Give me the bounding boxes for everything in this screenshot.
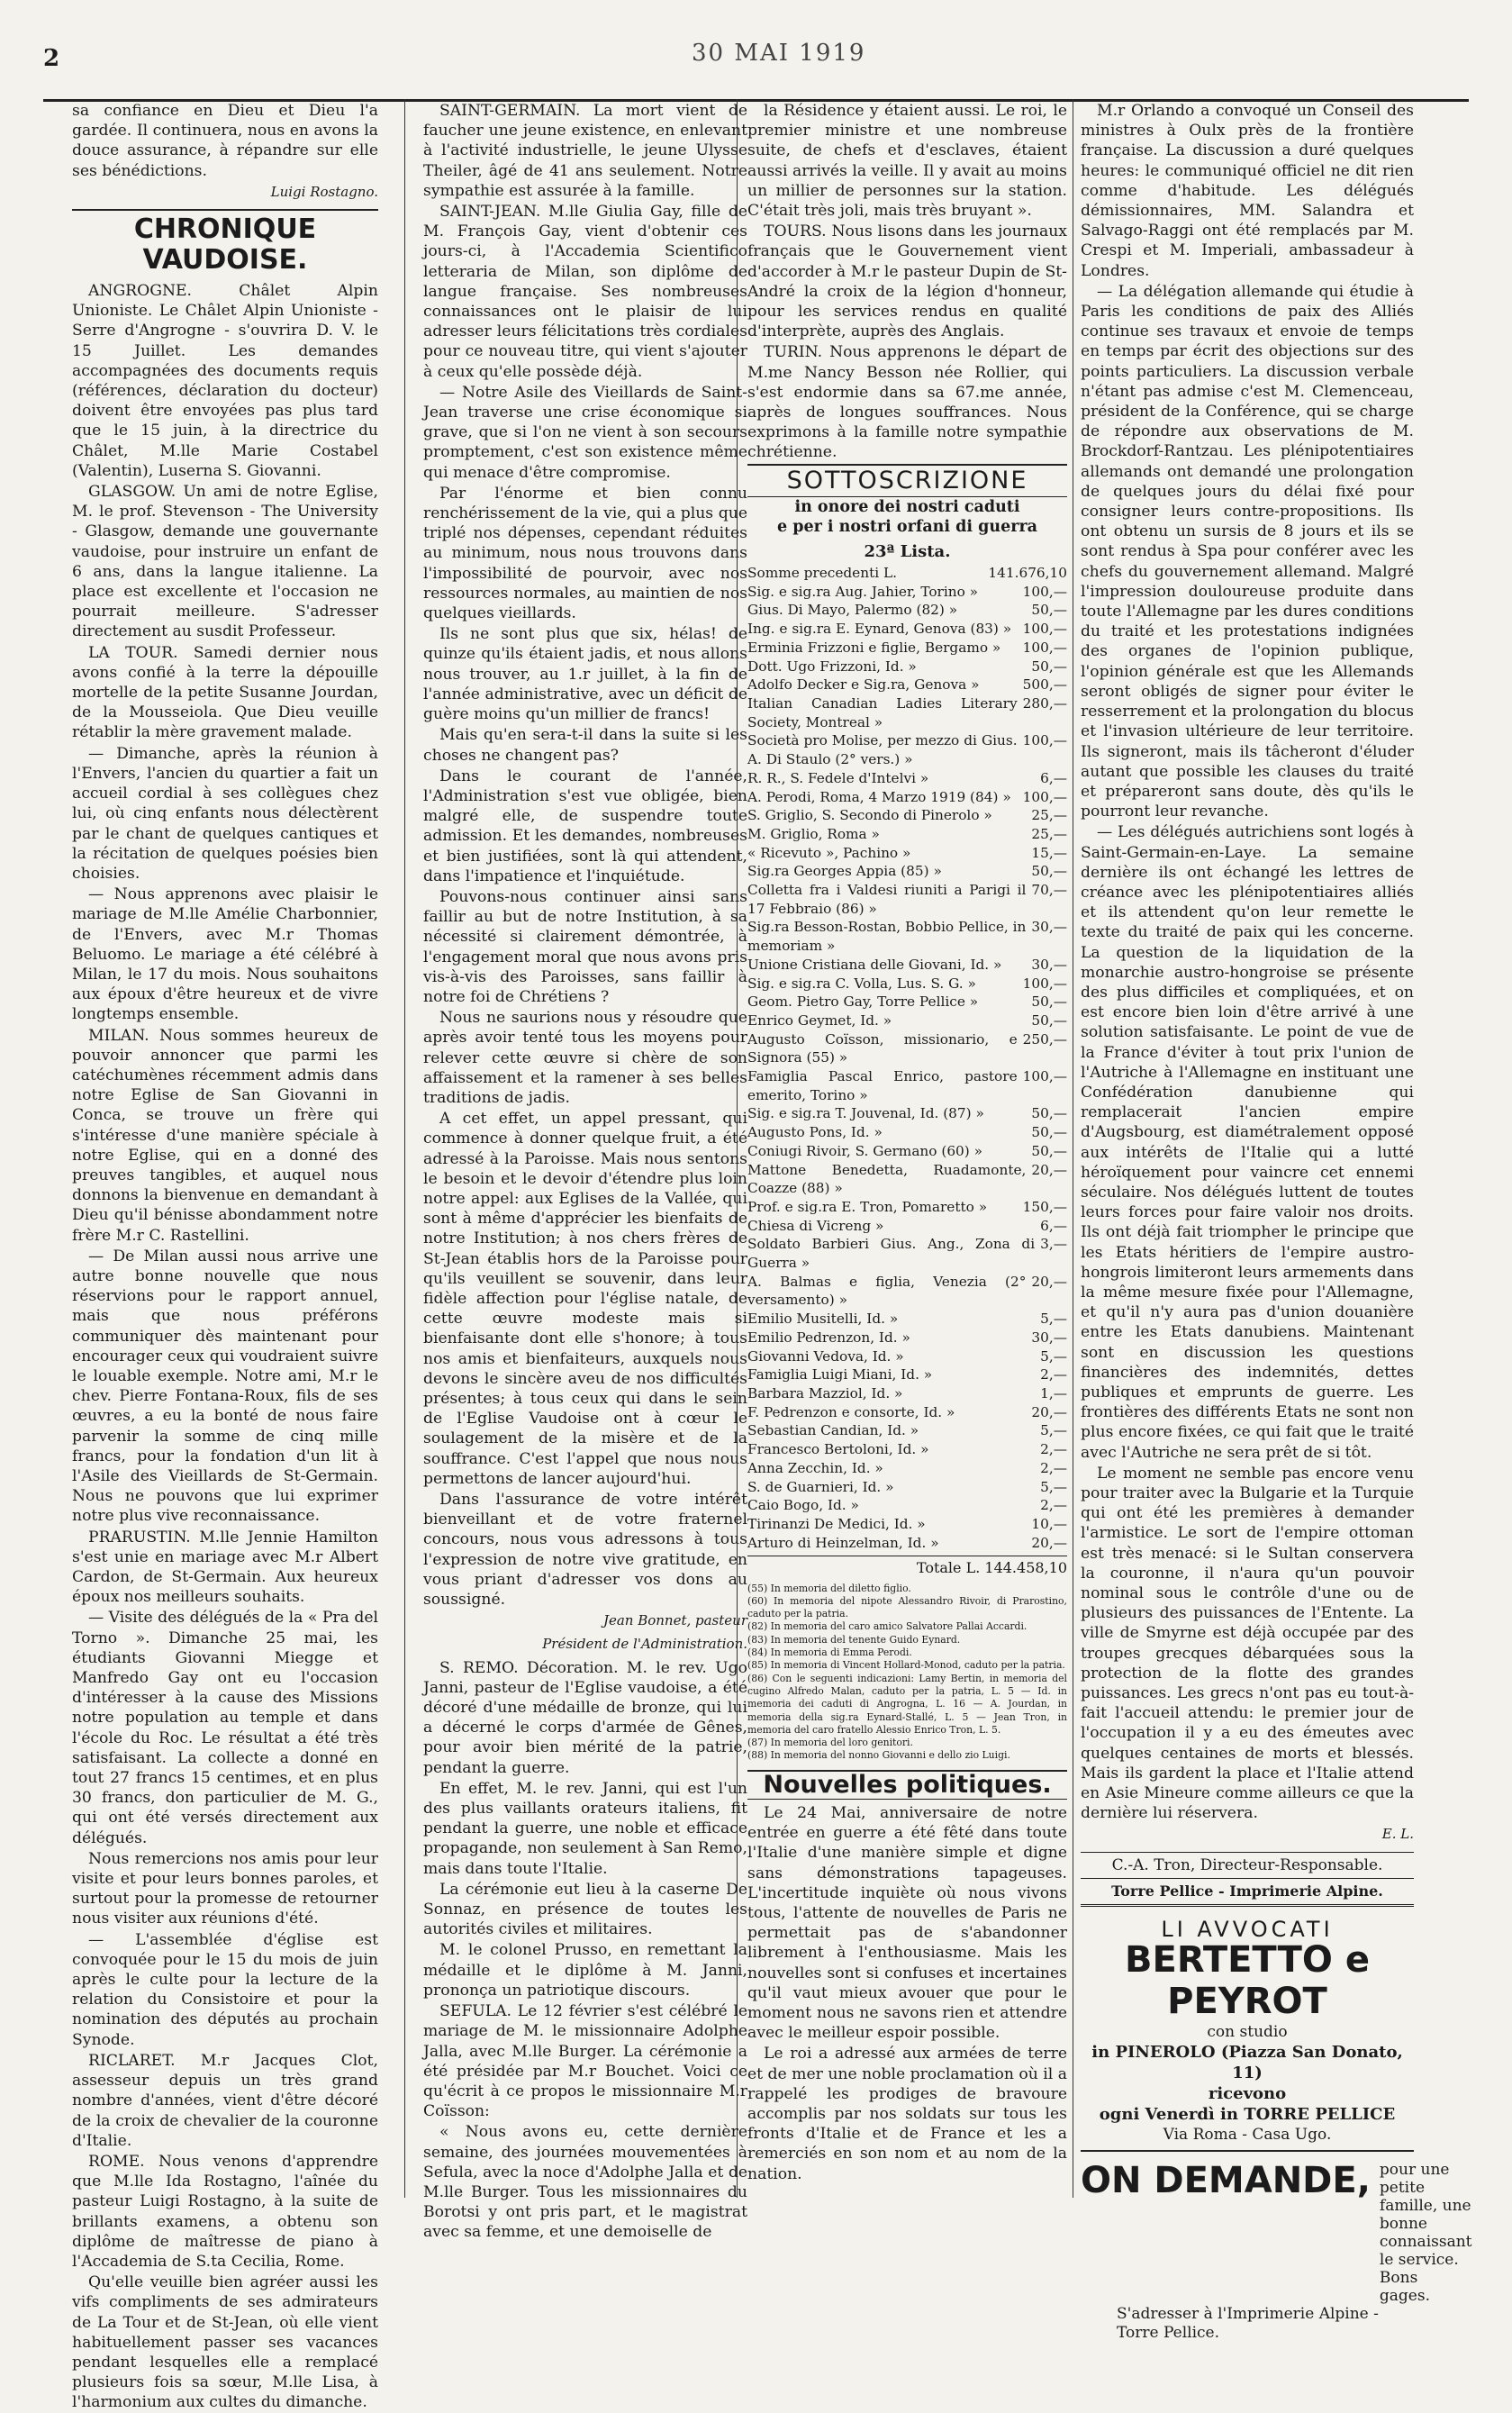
article-paragraph: GLASGOW. Un ami de notre Eglise, M. le prof. Stevenson - The University - Glasgow, demande une gouvernante vaudoise, pour instruire un enfant de 6 ans, dans la langue italienne. La place est excellente et l'occasion ne pourrait meilleure. S'adresser directement au susdit Professeur. bbox=[72, 483, 378, 641]
donation-amount: 70,— bbox=[1031, 882, 1067, 899]
footnote: (55) In memoria del diletto figlio. bbox=[747, 1582, 911, 1594]
donor-name: Gius. Di Mayo, Palermo (82) » bbox=[747, 602, 958, 619]
donation-row bbox=[747, 844, 1067, 863]
donor-name: Dott. Ugo Frizzoni, Id. » bbox=[747, 658, 917, 675]
article-paragraph: A cet effet, un appel pressant, qui commence à donner quelque fruit, a été adressé à la Paroisse. Mais nous sentons le besoin et le devoir d'étendre plus loin notre appel: aux Eglises de la Vallée, qui sont à même d'apprécier les bienfaits de notre Institution; à nos chers frères de St-Jean établis hors de la Paroisse pour qu'ils veuillent se souvenir, dans leur fidèle affection pour l'église natale, de cette œuvre modeste mais si bienfaisante dont elle s'honore; à tous nos amis et bienfaiteurs, auxquels nous devons le sincère aveu de nos difficultés présentes; à tous ceux qui dans le sein de l'Eglise Vaudoise ont à cœur le soulagement de la misère et de la souffrance. C'est l'appel que nous nous permettons de lancer aujourd'hui. bbox=[423, 1110, 747, 1488]
donation-row bbox=[747, 1534, 1067, 1553]
donation-row bbox=[747, 1421, 1067, 1440]
article-paragraph: — De Milan aussi nous arrive une autre bonne nouvelle que nous réservions pour le rapport annuel, mais que nous préférons communiquer dès maintenant pour encourager ceux qui voudraient suivre le louable exemple. Notre ami, M.r le chev. Pierre Fontana-Roux, fils de ses œuvres, a eu la bonté de nous faire parvenir la somme de cinq mille francs, pour la fondation d'un lit à l'Asile des Vieillards de St-Germain. Nous ne pouvons que lui exprimer notre plus vive reconnaissance. bbox=[72, 1247, 378, 1526]
donor-name: Barbara Mazziol, Id. » bbox=[747, 1385, 903, 1402]
donor-name: Enrico Geymet, Id. » bbox=[747, 1011, 892, 1029]
donor-name: Sig. e sig.ra T. Jouvenal, Id. (87) » bbox=[747, 1105, 984, 1122]
donation-row bbox=[747, 1030, 1067, 1067]
subscription-title: SOTTOSCRIZIONE bbox=[747, 464, 1067, 497]
advertisement-demande bbox=[1081, 2160, 1472, 2306]
donation-row bbox=[747, 769, 1067, 788]
article-paragraph: Par l'énorme et bien connu renchérissement de la vie, qui a plus que triplé nos dépenses, cependant réduites au minimum, nous nous trouvons dans l'impossibilité de pourvoir, avec nos ressources normales, au maintien de nos quelques vieillards. bbox=[423, 484, 747, 623]
ad-line: ricevono bbox=[1208, 2084, 1287, 2104]
donation-amount: 141.676,10 bbox=[988, 565, 1067, 582]
article-paragraph: S. REMO. Décoration. M. le rev. Ugo Janni, pasteur de l'Eglise vaudoise, a été décoré d'une médaille de bronze, qui lui a décerné le corps d'armée de Gênes, pour avoir bien mérité de la patrie, pendant la guerre. bbox=[423, 1658, 747, 1777]
donation-row bbox=[747, 806, 1067, 825]
article-paragraph: Dans l'assurance de votre intérêt bienveillant et de votre fraternel concours, nous vous adressons à tous l'expression de notre vive gratitude, en vous priant d'adresser vos dons au soussigné. bbox=[423, 1491, 747, 1610]
article-paragraph: ROME. Nous venons d'apprendre que M.lle Ida Rostagno, l'aînée du pasteur Luigi Rostagno, à la suite de brillants examens, a obtenu son diplôme de maîtresse de piano à l'Accademia de S.ta Cecilia, Rome. bbox=[72, 2152, 378, 2271]
donor-name: Anna Zecchin, Id. » bbox=[747, 1459, 883, 1476]
donation-amount: 25,— bbox=[1031, 825, 1067, 842]
ad-line: Via Roma - Casa Ugo. bbox=[1163, 2126, 1332, 2145]
article-paragraph: — La délégation allemande qui étudie à Paris les conditions de paix des Alliés continue ses travaux et envoie de temps en temps par écrit des objections sur des points particuliers. La discussion verbale n'étant pas admise c'est M. Clemenceau, président de la Conférence, qui se charge de répondre aux observations de M. Brockdorf-Rantzau. Les plénipotentiaires allemands ont demandé une prolongation de quelques jours du délai fixé pour consigner leurs contre-propositions. Ils ont obtenu un sursis de 8 jours et ils se sont rendus à Spa pour conférer avec les chefs du gouvernement allemand. Malgré l'impression douloureuse produite dans toute l'Allemagne par les dures conditions du traité et les protestations indignées des organes de l'opinion publique, l'opinion générale est que les Allemands seront obligés de signer pour éviter le resserrement et la prolongation du blocus et l'invasion ultérieure de leur territoire. Ils signeront, mais ils tâcheront d'éluder autant que possible les clauses du traité et prépareront sans doute, dès qu'ils le pourront leur revanche. bbox=[1081, 282, 1414, 821]
donation-amount: 2,— bbox=[1040, 1441, 1067, 1458]
donor-name: Emilio Musitelli, Id. » bbox=[747, 1311, 899, 1328]
ad-text: pour une petite famille, une bonne connaissant le service. Bons gages. bbox=[1379, 2161, 1472, 2306]
column-4 bbox=[1081, 101, 1472, 2343]
donation-amount: 5,— bbox=[1040, 1478, 1067, 1495]
donation-amount: 500,— bbox=[1022, 676, 1067, 694]
article-paragraph: Nous remercions nos amis pour leur visite et pour leurs bonnes paroles, et surtout pour la promesse de retourner nous visiter aux réunions d'été. bbox=[72, 1849, 378, 1928]
donor-name: Somme precedenti L. bbox=[747, 565, 898, 582]
ad-line: ogni Venerdì in TORRE PELLICE bbox=[1099, 2105, 1396, 2125]
donor-name: Sig.ra Besson-Rostan, Bobbio Pellice, in memoriam » bbox=[747, 919, 1027, 955]
donation-row bbox=[747, 639, 1067, 658]
donation-amount: 6,— bbox=[1040, 769, 1067, 786]
donation-row bbox=[747, 1161, 1067, 1198]
donation-amount: 2,— bbox=[1040, 1497, 1067, 1514]
donation-amount: 5,— bbox=[1040, 1311, 1067, 1328]
donation-row bbox=[747, 658, 1067, 676]
donation-row bbox=[747, 1440, 1067, 1459]
article-paragraph: — Dimanche, après la réunion à l'Envers, l'ancien du quartier a fait un accueil cordial à ses collègues chez lui, où cinq enfants nous délectèrent par le chant de quelques cantiques et la récitation de quelques poésies bien choisies. bbox=[72, 744, 378, 883]
article-paragraph: Nous ne saurions nous y résoudre que après avoir tenté tous les moyens pour relever cette œuvre si chère de son affaissement et la ramener à ses belles traditions de jadis. bbox=[423, 1009, 747, 1107]
donor-name: Arturo di Heinzelman, Id. » bbox=[747, 1534, 939, 1551]
donation-row bbox=[747, 1011, 1067, 1030]
subscription-subtitle: in onore dei nostri caduti bbox=[794, 497, 1020, 516]
donation-row bbox=[747, 1347, 1067, 1366]
donation-row bbox=[747, 676, 1067, 694]
donation-row bbox=[747, 1384, 1067, 1403]
ad-line: con studio bbox=[1207, 2023, 1288, 2042]
donation-amount: 15,— bbox=[1031, 844, 1067, 861]
donation-amount: 1,— bbox=[1040, 1385, 1067, 1402]
donor-name: Caio Bogo, Id. » bbox=[747, 1497, 859, 1514]
article-paragraph: SEFULA. Le 12 février s'est célébré le mariage de M. le missionnaire Adolphe Jalla, avec M.lle Burger. La cérémonie a été présidée par M.r Bouchet. Voici ce qu'écrit à ce propos le missionnaire M.r Coïsson: bbox=[423, 2002, 747, 2121]
donor-name: M. Griglio, Roma » bbox=[747, 825, 880, 842]
donation-amount: 50,— bbox=[1031, 993, 1067, 1011]
article-paragraph: PRARUSTIN. M.lle Jennie Hamilton s'est unie en mariage avec M.r Albert Cardon, de St-Germain. Aux heureux époux nos meilleurs souhaits. bbox=[72, 1528, 378, 1607]
donation-amount: 2,— bbox=[1040, 1459, 1067, 1476]
donation-row bbox=[747, 1217, 1067, 1236]
director-line: C.-A. Tron, Directeur-Responsable. bbox=[1081, 1852, 1414, 1879]
donation-amount: 100,— bbox=[1022, 1068, 1067, 1085]
donation-amount: 150,— bbox=[1022, 1198, 1067, 1215]
footnote: (86) Con le seguenti indicazioni: Lamy Bertin, in memoria del cugino Alfredo Malan, caduto per la patria, L. 5 — Id. in memoria dei caduti di Angrogna, L. 16 — A. Jourdan, in memoria della sig.ra Eynard-Stallé, L. 5 — Jean Tron, in memoria del caro fratello Alessio Enrico Tron, L. 5. bbox=[747, 1672, 1067, 1736]
article-paragraph: RICLARET. M.r Jacques Clot, assesseur depuis un très grand nombre d'années, vient d'être décoré de la croix de chevalier de la couronne d'Italie. bbox=[72, 2051, 378, 2150]
article-paragraph: « Nous avons eu, cette dernière semaine, des journées mouvementées à Sefula, avec la noce d'Adolphe Jalla et de M.lle Burger. Tous les missionnaires du Borotsi y ont pris part, et le magistrat avec sa femme, et une demoiselle de bbox=[423, 2123, 747, 2242]
donation-row bbox=[747, 881, 1067, 918]
donation-amount: 50,— bbox=[1031, 1142, 1067, 1159]
ad-heading: ON DEMANDE, bbox=[1081, 2160, 1371, 2202]
donor-name: A. Perodi, Roma, 4 Marzo 1919 (84) » bbox=[747, 788, 1011, 805]
article-paragraph: — Notre Asile des Vieillards de Saint-Jean traverse une crise économique si grave, que si l'on ne vient à son secours promptement, c'est son existence même qui menace d'être compromise. bbox=[423, 383, 747, 482]
article-paragraph: Le moment ne semble pas encore venu pour traiter avec la Bulgarie et la Turquie qui ont été les premières à demander l'armistice. Le sort de l'empire ottoman est très menacé: si le Sultan conservera la couronne, il n'aura qu'un pouvoir nominal sous le contrôle d'une ou de plusieurs des puissances de l'Entente. La ville de Smyrne est déjà occupée par des troupes grecques débarquées sous la protection de la flotte des grandes puissances. Les grecs n'ont pas eu tout-à-fait l'accueil attendu: le premier jour de l'occupation il y a eu des émeutes avec quelques centaines de morts et blessés. Mais ils gardent la place et l'Italie attend en Asie Mineure comme ailleurs ce que la dernière lui réservera. bbox=[1081, 1464, 1414, 1823]
donation-amount: 250,— bbox=[1022, 1030, 1067, 1048]
donor-name: Ing. e sig.ra E. Eynard, Genova (83) » bbox=[747, 621, 1012, 638]
donation-amount: 30,— bbox=[1031, 919, 1067, 936]
donor-name: Sebastian Candian, Id. » bbox=[747, 1422, 919, 1439]
donor-name: Sig. e sig.ra C. Volla, Lus. S. G. » bbox=[747, 975, 976, 992]
donation-row bbox=[747, 1067, 1067, 1104]
article-paragraph: — Visite des délégués de la « Pra del Torno ». Dimanche 25 mai, les étudiants Giovanni Miegge et Manfredo Gay ont eu l'occasion d'intéresser à la cause des Missions notre population au temple et dans l'école du Roc. Le résultat a été très satisfaisant. La collecte a donné en tout 27 francs 15 centimes, et en plus 30 francs, don particulier de M. G., qui ont été versés directement aux délégués. bbox=[72, 1609, 378, 1847]
donation-amount: 100,— bbox=[1022, 583, 1067, 600]
donation-row bbox=[747, 1310, 1067, 1329]
donation-row bbox=[747, 620, 1067, 639]
signature: Luigi Rostagno. bbox=[270, 183, 378, 200]
donation-row bbox=[747, 993, 1067, 1011]
donation-amount: 100,— bbox=[1022, 788, 1067, 805]
donor-name: Francesco Bertoloni, Id. » bbox=[747, 1441, 929, 1458]
donor-name: « Ricevuto », Pachino » bbox=[747, 844, 911, 861]
footnote: (60) In memoria del nipote Alessandro Rivoir, di Prarostino, caduto per la patria. bbox=[747, 1594, 1067, 1620]
article-paragraph: M.r Orlando a convoqué un Conseil des ministres à Oulx près de la frontière française. La discussion a duré quelques heures: le communiqué officiel ne dit rien comme d'habitude. Les délégués démissionnaires, MM. Salandra et Salvago-Raggi ont été remplacés par M. Crespi et M. Imperiali, ambassadeur à Londres. bbox=[1081, 102, 1414, 280]
donor-name: Famiglia Luigi Miani, Id. » bbox=[747, 1366, 933, 1383]
donation-amount: 30,— bbox=[1031, 1329, 1067, 1346]
donation-row bbox=[747, 1329, 1067, 1347]
donation-amount: 50,— bbox=[1031, 1105, 1067, 1122]
footnote: (82) In memoria del caro amico Salvatore Pallai Accardi. bbox=[747, 1620, 1028, 1633]
article-paragraph: — Nous apprenons avec plaisir le mariage de M.lle Amélie Charbonnier, de l'Envers, avec M.r Thomas Beluomo. Le mariage a été célébré à Milan, le 17 du mois. Nous souhaitons aux époux d'être heureux et de vivre longtemps ensemble. bbox=[72, 885, 378, 1024]
donor-name: Unione Cristiana delle Giovani, Id. » bbox=[747, 956, 1002, 973]
article-paragraph: LA TOUR. Samedi dernier nous avons confié à la terre la dépouille mortelle de la petite Susanne Jourdan, de la Mousseiola. Que Dieu veuille rétablir la mère gravement malade. bbox=[72, 643, 378, 742]
donor-name: Giovanni Vedova, Id. » bbox=[747, 1347, 904, 1365]
donation-row bbox=[747, 1198, 1067, 1217]
donation-amount: 10,— bbox=[1031, 1515, 1067, 1532]
signature: Jean Bonnet, pasteur bbox=[602, 1612, 747, 1629]
donation-amount: 20,— bbox=[1031, 1403, 1067, 1420]
donation-row bbox=[747, 788, 1067, 807]
donation-row bbox=[747, 1403, 1067, 1422]
article-paragraph: MILAN. Nous sommes heureux de pouvoir annoncer que parmi les catéchumènes récemment admis dans notre Eglise de San Giovanni in Conca, se trouve un frère qui s'intéresse d'une manière spéciale à notre Eglise, qui en a donné des preuves tangibles, et auquel nous donnons la bienvenue en demandant à Dieu qu'il bénisse abondamment notre frère M.r C. Rastellini. bbox=[72, 1026, 378, 1245]
donor-name: Italian Canadian Ladies Literary Society, Montreal » bbox=[747, 694, 1018, 730]
donation-amount: 5,— bbox=[1040, 1422, 1067, 1439]
column-3 bbox=[747, 101, 1067, 2198]
donation-row bbox=[747, 1123, 1067, 1142]
donor-name: S. de Guarnieri, Id. » bbox=[747, 1478, 894, 1495]
footnote: (87) In memoria del loro genitori. bbox=[747, 1737, 913, 1749]
donor-name: Società pro Molise, per mezzo di Gius. A. Di Staulo (2° vers.) » bbox=[747, 732, 1018, 768]
article-paragraph: Ils ne sont plus que six, hélas! de quinze qu'ils étaient jadis, et nous allons nous trouver, au 1.r juillet, à la fin de l'année administrative, avec un déficit de guère moins qu'un millier de francs! bbox=[423, 625, 747, 724]
donor-name: Augusto Pons, Id. » bbox=[747, 1124, 883, 1141]
article-paragraph: TURIN. Nous apprenons le départ de M.me Nancy Besson née Rollier, qui s'est endormie dans sa 67.me année, après de longues souffrances. Nous exprimons à la famille notre sympathie chrétienne. bbox=[747, 343, 1067, 462]
ad-contact: S'adresser à l'Imprimerie Alpine - Torre Pellice. bbox=[1117, 2305, 1379, 2343]
donation-row bbox=[747, 694, 1067, 731]
donation-row bbox=[747, 1273, 1067, 1310]
advertisement-lawyers bbox=[1081, 1907, 1414, 2152]
donation-row bbox=[747, 1496, 1067, 1515]
donor-name: Famiglia Pascal Enrico, pastore emerito, Torino » bbox=[747, 1068, 1018, 1103]
article-paragraph: Qu'elle veuille bien agréer aussi les vifs compliments de ses admirateurs de La Tour et de St-Jean, où elle vient habituellement passer ses vacances pendant lesquelles elle a remplacé plusieurs fois sa sœur, M.lle Lisa, à l'harmonium aux cultes du dimanche. bbox=[72, 2273, 378, 2412]
donation-amount: 50,— bbox=[1031, 1011, 1067, 1029]
donation-amount: 100,— bbox=[1022, 975, 1067, 992]
article-paragraph: — Les délégués autrichiens sont logés à Saint-Germain-en-Laye. La semaine dernière ils ont échangé les lettres de créance avec les plénipotentiaires alliés et ils attendent qu'on leur remette le texte du traité de paix qui les concerne. La question de la liquidation de la monarchie austro-hongroise se présente des plus difficiles et compliquées, et on est encore bien loin d'être arrivé à une solution satisfaisante. Le point de vue de la France d'éviter à tout prix l'union de l'Autriche à l'Allemagne en instituant une Confédération danubienne qui remplacerait l'ancien empire d'Augsbourg, est diamétralement opposé aux intérêts de l'Italie qui a lutté héroïquement pour vaincre cet ennemi séculaire. Nos délégués luttent de toutes leurs forces pour faire valoir nos droits. Ils ont déjà fait triompher le principe que les Etats héritiers de l'empire austro-hongrois limiteront leurs armements dans la même mesure fixée pour l'Allemagne, et qu'il n'y aura pas d'union douanière entre les Etats danubiens. Maintenant sont en discussion les questions financières des indemnités, dettes publiques et emprunts de guerre. Les frontières des différents Etats ne sont non plus encore fixées, ce qui fait que le traité avec l'Autriche ne sera prêt de si tôt. bbox=[1081, 823, 1414, 1462]
donor-name: Augusto Coïsson, missionario, e Signora (55) » bbox=[747, 1030, 1018, 1066]
donation-amount: 50,— bbox=[1031, 658, 1067, 675]
donation-row bbox=[747, 956, 1067, 975]
donation-amount: 100,— bbox=[1022, 621, 1067, 638]
donation-amount: 50,— bbox=[1031, 1124, 1067, 1141]
donation-row bbox=[747, 564, 1067, 583]
donor-name: R. R., S. Fedele d'Intelvi » bbox=[747, 769, 929, 786]
list-title: 23ª Lista. bbox=[864, 541, 951, 561]
footnote: (84) In memoria di Emma Perodi. bbox=[747, 1646, 912, 1659]
donor-name: S. Griglio, S. Secondo di Pinerolo » bbox=[747, 807, 992, 824]
donation-amount: 20,— bbox=[1031, 1161, 1067, 1178]
article-paragraph: La cérémonie eut lieu à la caserne De Sonnaz, en présence de toutes les autorités civiles et militaires. bbox=[423, 1880, 747, 1939]
article-paragraph: — L'assemblée d'église est convoquée pour le 15 du mois de juin après le culte pour la lecture de la relation du Consistoire et pour la nomination des députés au prochain Synode. bbox=[72, 1930, 378, 2049]
article-paragraph: la Résidence y étaient aussi. Le roi, le premier ministre et une nombreuse suite, de chefs et d'esclaves, étaient aussi arrivés la veille. Il y avait au moins un millier de personnes sur la station. C'était très joli, mais très bruyant ». bbox=[747, 102, 1067, 221]
donor-name: Tirinanzi De Medici, Id. » bbox=[747, 1515, 926, 1532]
article-paragraph: Dans le courant de l'année, l'Administration s'est vue obligée, bien malgré elle, de suspendre toute admission. Et les demandes, nombreuses et bien justifiées, sont là qui attendent, dans l'impatience et l'inquiétude. bbox=[423, 767, 747, 885]
column-1 bbox=[72, 101, 378, 2412]
donation-amount: 20,— bbox=[1031, 1534, 1067, 1551]
donation-row bbox=[747, 1142, 1067, 1161]
donation-total: Totale L. 144.458,10 bbox=[747, 1556, 1067, 1578]
donation-row bbox=[747, 1365, 1067, 1384]
column-2 bbox=[423, 101, 747, 2242]
donation-amount: 6,— bbox=[1040, 1217, 1067, 1234]
article-paragraph: ANGROGNE. Châlet Alpin Unioniste. Le Châlet Alpin Unioniste - Serre d'Angrogne - s'ouvrira D. V. le 15 Juillet. Les demandes accompagnées des documents requis (références, déclaration du docteur) doivent être envoyées pas plus tard que le 15 juin, à la directrice du Châlet, M.lle Marie Costabel (Valentin), Luserna S. Giovanni. bbox=[72, 282, 378, 480]
section-title: Nouvelles politiques. bbox=[747, 1770, 1067, 1800]
footnote: (85) In memoria di Vincent Hollard-Monod, caduto per la patria. bbox=[747, 1659, 1065, 1672]
article-paragraph: Le 24 Mai, anniversaire de notre entrée en guerre a été fêté dans toute l'Italie d'une manière simple et digne sans démonstrations tapageuses. L'incertitude inquiète où nous vivons tous, l'attente de nouvelles de Paris ne permettait pas de s'abandonner librement à l'enthousiasme. Mais les nouvelles sont si confuses et incertaines qu'il vaut mieux avouer que pour le moment nous ne savons rien et attendre avec le meilleur espoir possible. bbox=[747, 1803, 1067, 2043]
donation-amount: 3,— bbox=[1040, 1236, 1067, 1253]
donation-amount: 30,— bbox=[1031, 956, 1067, 973]
signature: E. L. bbox=[1381, 1826, 1414, 1843]
donation-list bbox=[747, 564, 1067, 1552]
donation-amount: 2,— bbox=[1040, 1366, 1067, 1383]
donation-row bbox=[747, 583, 1067, 602]
donation-amount: 25,— bbox=[1031, 807, 1067, 824]
donor-name: Chiesa di Vicreng » bbox=[747, 1217, 884, 1234]
donation-row bbox=[747, 862, 1067, 881]
donor-name: Coniugi Rivoir, S. Germano (60) » bbox=[747, 1142, 982, 1159]
donor-name: Adolfo Decker e Sig.ra, Genova » bbox=[747, 676, 980, 694]
ad-firm-name: BERTETTO e PEYROT bbox=[1125, 1939, 1370, 2023]
donor-name: Geom. Pietro Gay, Torre Pellice » bbox=[747, 993, 979, 1011]
donation-row bbox=[747, 601, 1067, 620]
article-paragraph: TOURS. Nous lisons dans les journaux français que le Gouvernement vient d'accorder à M.r le pasteur Dupin de St-André la croix de la légion d'honneur, pour les services rendus en qualité d'interprète, auprès des Anglais. bbox=[747, 222, 1067, 341]
donation-row bbox=[747, 1235, 1067, 1272]
donation-amount: 50,— bbox=[1031, 602, 1067, 619]
donation-row bbox=[747, 1459, 1067, 1478]
donation-row bbox=[747, 1515, 1067, 1534]
donation-row bbox=[747, 918, 1067, 955]
page-header bbox=[43, 36, 1469, 102]
article-paragraph: Pouvons-nous continuer ainsi sans faillir au but de notre Institution, à sa nécessité si clairement démontrée, à l'engagement moral que nous avons pris vis-à-vis des Paroisses, sans faillir à notre foi de Chrétiens ? bbox=[423, 887, 747, 1006]
donor-name: Mattone Benedetta, Ruadamonte, Coazze (88) » bbox=[747, 1161, 1027, 1197]
donation-row bbox=[747, 1478, 1067, 1497]
donor-name: Emilio Pedrenzon, Id. » bbox=[747, 1329, 910, 1346]
donation-amount: 280,— bbox=[1022, 694, 1067, 712]
donor-name: Sig.ra Georges Appia (85) » bbox=[747, 863, 942, 880]
footnotes bbox=[747, 1583, 1067, 1763]
article-paragraph: SAINT-GERMAIN. La mort vient de faucher une jeune existence, en enlevant à l'activité industrielle, le jeune Ulysse Theiler, âgé de 41 ans seulement. Notre sympathie est assurée à la famille. bbox=[423, 102, 747, 200]
article-paragraph: sa confiance en Dieu et Dieu l'a gardée. Il continuera, nous en avons la douce assurance, à répandre sur elle ses bénédictions. bbox=[72, 102, 378, 180]
donor-name: Sig. e sig.ra Aug. Jahier, Torino » bbox=[747, 583, 979, 600]
footnote: (83) In memoria del tenente Guido Eynard. bbox=[747, 1633, 961, 1646]
section-title: CHRONIQUE VAUDOISE. bbox=[72, 209, 378, 276]
ad-line: in PINEROLO (Piazza San Donato, 11) bbox=[1091, 2043, 1403, 2083]
donation-row bbox=[747, 1104, 1067, 1123]
column-rule bbox=[404, 99, 405, 2198]
donation-amount: 20,— bbox=[1031, 1273, 1067, 1290]
article-paragraph: M. le colonel Prusso, en remettant la médaille et le diplôme à M. Janni, prononça un patriotique discours. bbox=[423, 1941, 747, 2000]
donor-name: Prof. e sig.ra E. Tron, Pomaretto » bbox=[747, 1198, 988, 1215]
donation-amount: 100,— bbox=[1022, 639, 1067, 656]
donor-name: A. Balmas e figlia, Venezia (2° versamento) » bbox=[747, 1273, 1027, 1309]
donation-row bbox=[747, 825, 1067, 844]
article-paragraph: Mais qu'en sera-t-il dans la suite si les choses ne changent pas? bbox=[423, 726, 747, 765]
signature-title: Président de l'Administration. bbox=[542, 1636, 747, 1653]
donor-name: Erminia Frizzoni e figlie, Bergamo » bbox=[747, 639, 1001, 656]
donation-amount: 5,— bbox=[1040, 1347, 1067, 1365]
donation-row bbox=[747, 731, 1067, 768]
article-paragraph: Le roi a adressé aux armées de terre et de mer une noble proclamation où il a rappelé les prodiges de bravoure accomplis par nos soldats sur tous les fronts d'Italie et de France et les a remerciés en son nom et au nom de la nation. bbox=[747, 2045, 1068, 2183]
donation-amount: 50,— bbox=[1031, 863, 1067, 880]
donor-name: F. Pedrenzon e consorte, Id. » bbox=[747, 1403, 955, 1420]
donor-name: Soldato Barbieri Gius. Ang., Zona di Guerra » bbox=[747, 1236, 1036, 1272]
article-paragraph: SAINT-JEAN. M.lle Giulia Gay, fille de M. François Gay, vient d'obtenir ces jours-ci, à l'Accademia Scientifico letteraria de Milan, son diplôme de langue française. Ses nombreuses connaissances ont le plaisir de lui adresser leurs félicitations très cordiales pour ce nouveau titre, qui vient s'ajouter à ceux qu'elle possède déjà. bbox=[423, 203, 747, 381]
page-number: 2 bbox=[43, 45, 60, 72]
footnote: (88) In memoria del nonno Giovanni e dello zio Luigi. bbox=[747, 1749, 1010, 1762]
subscription-subtitle: e per i nostri orfani di guerra bbox=[776, 517, 1037, 536]
date-stamp: 30 MAI 1919 bbox=[692, 40, 866, 67]
printer-line: Torre Pellice - Imprimerie Alpine. bbox=[1081, 1879, 1414, 1907]
donation-row bbox=[747, 975, 1067, 993]
donor-name: Colletta fra i Valdesi riuniti a Parigi il 17 Febbraio (86) » bbox=[747, 882, 1027, 917]
donation-amount: 100,— bbox=[1022, 732, 1067, 749]
ad-heading: LI AVVOCATI bbox=[1161, 1917, 1334, 1943]
article-paragraph: En effet, M. le rev. Janni, qui est l'un des plus vaillants orateurs italiens, fit pendant la guerre, une noble et efficace propagande, non seulement à San Remo, mais dans toute l'Italie. bbox=[423, 1779, 747, 1878]
